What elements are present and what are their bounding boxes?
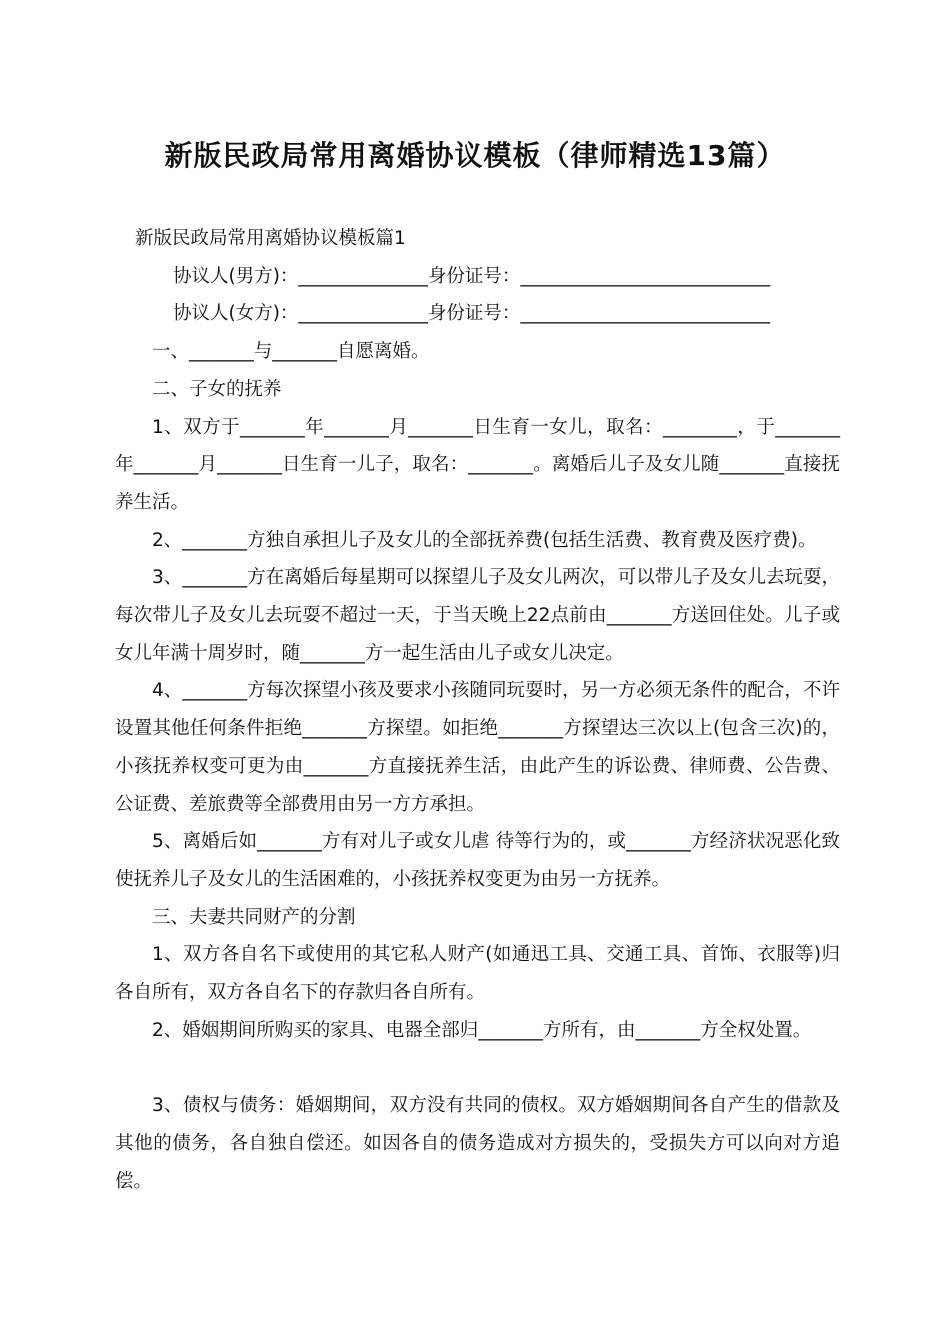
document-body [115,220,840,1201]
party-female-line: 协议人(女方)：______________身份证号：___________________________ [173,303,771,325]
clause-3-3: 3、债权与债务：婚姻期间，双方没有共同的债权。双方婚姻期间各自产生的借款及其他的债务，各自独自偿还。如因各自的债务造成对方损失的，受损失方可以向对方追偿。 [115,1095,840,1192]
section-heading: 新版民政局常用离婚协议模板篇1 [135,228,406,249]
clause-2-3: 3、_______方在离婚后每星期可以探望儿子及女儿两次，可以带儿子及女儿去玩耍，每次带儿子及女儿去玩耍不超过一天，于当天晚上22点前由_______方送回住处。儿子或女儿年满十周岁时，随_______方一起生活由儿子或女儿决定。 [115,567,840,664]
clause-2-2: 2、_______方独自承担儿子及女儿的全部抚养费(包括生活费、教育费及医疗费)。 [152,529,817,551]
clause-3-2: 2、婚姻期间所购买的家具、电器全部归_______方所有，由_______方全权处置。 [152,1019,812,1041]
clause-1: 一、_______与_______自愿离婚。 [152,341,430,363]
party-male-line: 协议人(男方)：______________身份证号：___________________________ [173,265,771,287]
clause-3-1: 1、双方各自名下或使用的其它私人财产(如通迅工具、交通工具、首饰、衣服等)归各自所有，双方各自名下的存款归各自所有。 [115,944,840,1004]
clause-2-heading: 二、子女的抚养 [152,378,282,400]
clause-3-heading: 三、夫妻共同财产的分割 [152,906,356,928]
clause-2-4: 4、_______方每次探望小孩及要求小孩随同玩耍时，另一方必须无条件的配合，不许设置其他任何条件拒绝_______方探望。如拒绝_______方探望达三次以上(包含三次)的，小孩抚养权变可更为由_______方直接抚养生活，由此产生的诉讼费、律师费、公告费、公证费、差旅费等全部费用由另一方方承担。 [115,680,840,815]
clause-2-1: 1、双方于_______年_______月_______日生育一女儿，取名：________，于_______年_______月_______日生育一儿子，取名：_______。离婚后儿子及女儿随_______直接抚养生活。 [115,416,840,513]
document-title: 新版民政局常用离婚协议模板（律师精选13篇） [164,139,786,172]
clause-2-5: 5、离婚后如_______方有对儿子或女儿虐 待等行为的，或_______方经济状况恶化致使抚养儿子及女儿的生活困难的，小孩抚养权变更为由另一方抚养。 [115,831,840,890]
